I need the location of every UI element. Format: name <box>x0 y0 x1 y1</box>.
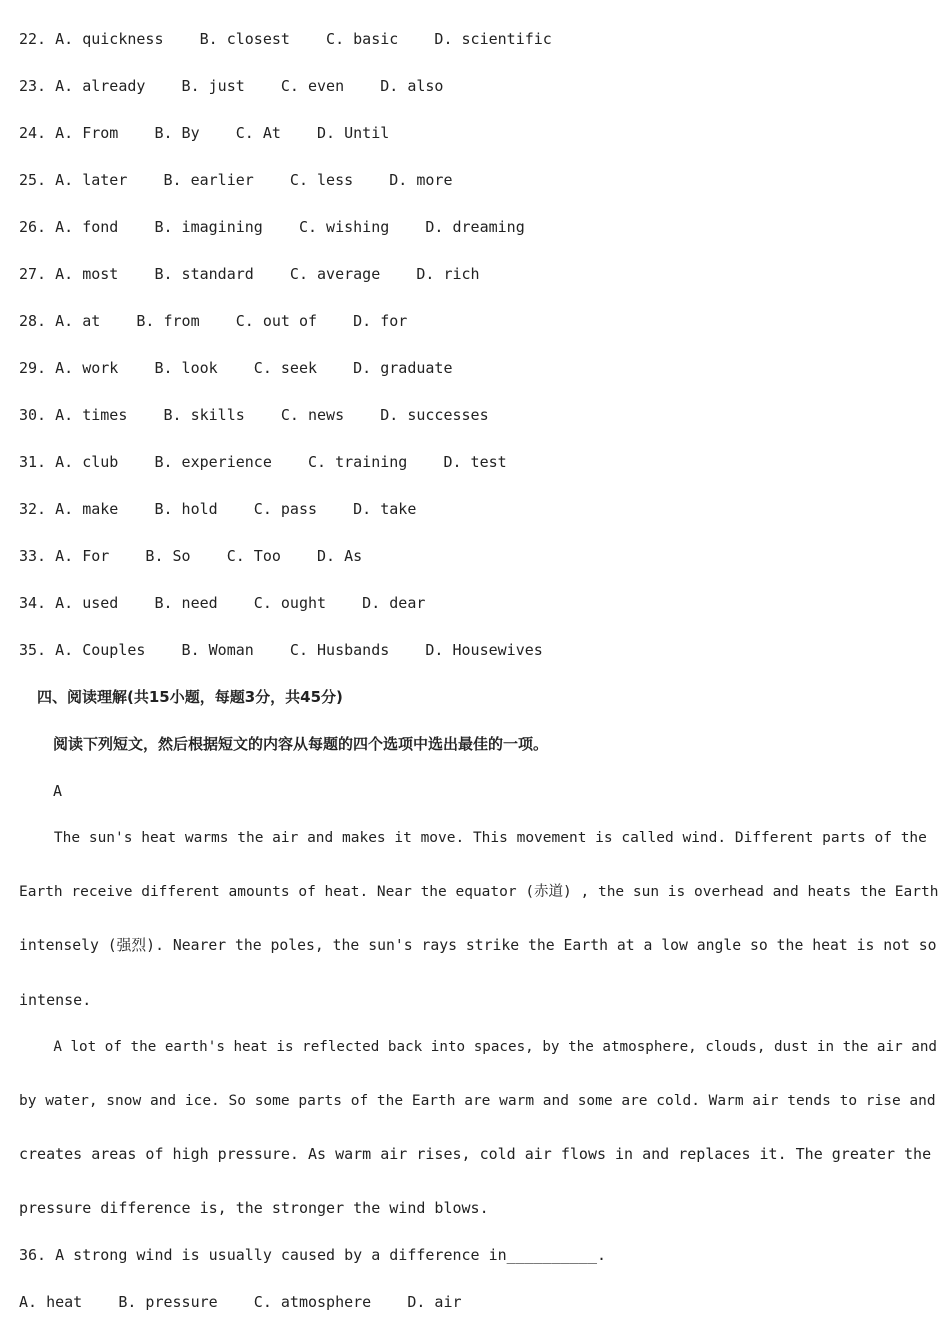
cloze-option-line: 22. A. quickness B. closest C. basic D. scientific <box>19 30 552 48</box>
cloze-option-line: 23. A. already B. just C. even D. also <box>19 77 444 95</box>
cloze-option-line: 29. A. work B. look C. seek D. graduate <box>19 359 453 377</box>
passage-line: by water, snow and ice. So some parts of the Earth are warm and some are cold. Warm air tends to rise and <box>19 1093 936 1109</box>
cloze-option-line: 30. A. times B. skills C. news D. successes <box>19 406 489 424</box>
cloze-option-line: 31. A. club B. experience C. training D. test <box>19 453 507 471</box>
question-options: A. heat B. pressure C. atmosphere D. air <box>19 1293 462 1311</box>
question-stem: 36. A strong wind is usually caused by a difference in__________. <box>19 1246 606 1264</box>
passage-line: pressure difference is, the stronger the wind blows. <box>19 1199 489 1217</box>
passage-line: The sun's heat warms the air and makes it move. This movement is called wind. Different parts of the <box>19 830 927 846</box>
cloze-option-line: 28. A. at B. from C. out of D. for <box>19 312 408 330</box>
passage-line: intense. <box>19 991 92 1009</box>
passage-line: Earth receive different amounts of heat. Near the equator (赤道) , the sun is overhead and heats the Earth <box>19 884 939 900</box>
cloze-option-line: 34. A. used B. need C. ought D. dear <box>19 594 426 612</box>
section-instruction: 阅读下列短文，然后根据短文的内容从每题的四个选项中选出最佳的一项。 <box>53 735 549 753</box>
cloze-option-line: 33. A. For B. So C. Too D. As <box>19 547 363 565</box>
passage-line: creates areas of high pressure. As warm air rises, cold air flows in and replaces it. The greater the <box>19 1145 932 1163</box>
cloze-option-line: 27. A. most B. standard C. average D. rich <box>19 265 480 283</box>
cloze-option-line: 24. A. From B. By C. At D. Until <box>19 124 390 142</box>
passage-label: A <box>53 782 63 800</box>
passage-line: A lot of the earth's heat is reflected back into spaces, by the atmosphere, clouds, dust in the air and <box>19 1039 937 1055</box>
cloze-option-line: 26. A. fond B. imagining C. wishing D. dreaming <box>19 218 525 236</box>
cloze-option-line: 35. A. Couples B. Woman C. Husbands D. Housewives <box>19 641 543 659</box>
cloze-option-line: 25. A. later B. earlier C. less D. more <box>19 171 453 189</box>
passage-line: intensely (强烈). Nearer the poles, the sun's rays strike the Earth at a low angle so the heat is not so <box>19 937 937 954</box>
cloze-option-line: 32. A. make B. hold C. pass D. take <box>19 500 417 518</box>
section-title: 四、阅读理解(共15小题，每题3分，共45分) <box>37 688 343 706</box>
